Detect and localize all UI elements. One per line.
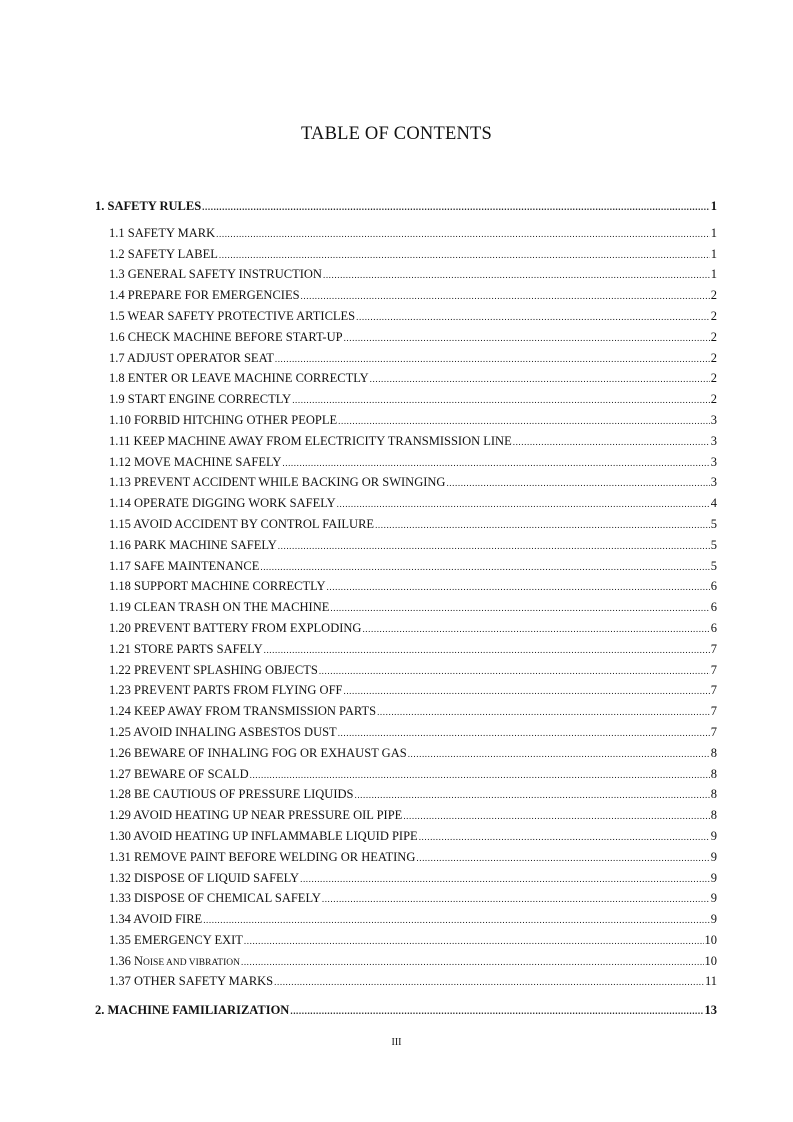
toc-page-number: 6 (710, 600, 717, 615)
toc-entry[interactable] (95, 722, 717, 743)
toc-entry[interactable] (95, 410, 717, 431)
dot-leader (241, 952, 704, 973)
dot-leader (408, 744, 710, 765)
toc-entry[interactable] (95, 930, 717, 951)
toc-entry-label: 1. SAFETY RULES (95, 199, 202, 213)
dot-leader (337, 494, 710, 515)
toc-entry[interactable] (95, 597, 717, 618)
toc-entry-label: 1.21 STORE PARTS SAFELY (109, 641, 263, 656)
toc-page-number: 9 (710, 849, 717, 864)
dot-leader (343, 681, 709, 702)
toc-entry-label: 1.33 DISPOSE OF CHEMICAL SAFELY (109, 891, 321, 906)
toc-entry-label: 1.37 OTHER SAFETY MARKS (109, 974, 274, 989)
toc-entry[interactable] (95, 847, 717, 868)
dot-leader (264, 640, 710, 661)
toc-entry[interactable] (95, 264, 717, 285)
toc-entry-label (109, 951, 240, 974)
toc-entry-label: 1.17 SAFE MAINTENANCE (109, 558, 260, 573)
toc-page-number: 3 (710, 454, 717, 469)
toc-entry[interactable] (95, 618, 717, 639)
toc-entry-label: 1.4 PREPARE FOR EMERGENCIES (109, 288, 300, 303)
toc-entry-label: 1.28 BE CAUTIOUS OF PRESSURE LIQUIDS (109, 787, 354, 802)
toc-entry[interactable] (95, 576, 717, 597)
toc-entry-label: 1.35 EMERGENCY EXIT (109, 932, 243, 947)
toc-entry[interactable] (95, 660, 717, 681)
toc-entry[interactable] (95, 223, 717, 244)
toc-section-safety-rules[interactable] (95, 196, 717, 217)
toc-entry[interactable] (95, 639, 717, 660)
toc-entry[interactable] (95, 826, 717, 847)
toc-page-number: 3 (710, 475, 717, 490)
toc-entry-label: 1.11 KEEP MACHINE AWAY FROM ELECTRICITY TRANSMISSION LINE (109, 433, 512, 448)
dot-leader (446, 473, 709, 494)
dot-leader (274, 972, 704, 993)
toc-entry-prefix: 1.36 N (109, 953, 144, 968)
toc-entry[interactable] (95, 909, 717, 930)
toc-entry-label: 1.29 AVOID HEATING UP NEAR PRESSURE OIL PIPE (109, 808, 403, 823)
toc-section-machine-familiarization[interactable] (95, 1000, 717, 1021)
toc-entry-label: 1.8 ENTER OR LEAVE MACHINE CORRECTLY (109, 371, 369, 386)
dot-leader (203, 910, 710, 931)
toc-entry-label: 1.20 PREVENT BATTERY FROM EXPLODING (109, 620, 362, 635)
toc-page-number: 7 (710, 704, 717, 719)
toc-page-number: 9 (710, 891, 717, 906)
dot-leader (370, 369, 710, 390)
page-title: TABLE OF CONTENTS (300, 124, 493, 144)
toc-entry[interactable] (95, 805, 717, 826)
toc-page-number: 5 (710, 558, 717, 573)
toc-page-number: 9 (710, 912, 717, 927)
toc-entry[interactable] (95, 472, 717, 493)
toc-page-number: 6 (710, 620, 717, 635)
page-footer-number: III (391, 1037, 402, 1048)
toc-entry-label: 1.10 FORBID HITCHING OTHER PEOPLE (109, 412, 338, 427)
toc-page-number: 1 (710, 267, 717, 282)
dot-leader (419, 827, 710, 848)
toc-entry-label: 1.15 AVOID ACCIDENT BY CONTROL FAILURE (109, 516, 375, 531)
toc-entry[interactable] (95, 743, 717, 764)
toc-entry[interactable] (95, 701, 717, 722)
dot-leader (322, 889, 710, 910)
dot-leader (278, 536, 710, 557)
toc-entry[interactable] (95, 389, 717, 410)
toc-entry-label: 1.22 PREVENT SPLASHING OBJECTS (109, 662, 318, 677)
toc-entry[interactable] (95, 327, 717, 348)
dot-leader (327, 577, 710, 598)
toc-page-number: 4 (710, 496, 717, 511)
toc-entry[interactable] (95, 368, 717, 389)
dot-leader (202, 197, 710, 218)
toc-entry[interactable] (95, 431, 717, 452)
dot-leader (219, 245, 710, 266)
dot-leader (301, 286, 710, 307)
toc-page-number: 1 (710, 246, 717, 261)
dot-leader (354, 785, 709, 806)
toc-entry-label: 1.5 WEAR SAFETY PROTECTIVE ARTICLES (109, 308, 356, 323)
toc-entry-label: 1.26 BEWARE OF INHALING FOG OR EXHAUST GAS (109, 745, 407, 760)
toc-page-number: 7 (710, 641, 717, 656)
toc-page-number: 8 (710, 745, 717, 760)
table-of-contents (95, 196, 717, 1021)
toc-entry[interactable] (95, 452, 717, 473)
toc-entry-label: 1.32 DISPOSE OF LIQUID SAFELY (109, 870, 300, 885)
toc-page-number: 2 (710, 350, 717, 365)
toc-entry-label: 1.9 START ENGINE CORRECTLY (109, 392, 292, 407)
toc-entry[interactable] (95, 514, 717, 535)
toc-page-number: 7 (710, 662, 717, 677)
dot-leader (362, 619, 709, 640)
toc-entry-label: 1.18 SUPPORT MACHINE CORRECTLY (109, 579, 326, 594)
toc-page-number: 5 (710, 537, 717, 552)
toc-entry-1-36[interactable] (95, 951, 717, 972)
toc-entry-smallcaps: OISE AND VIBRATION (143, 957, 240, 968)
dot-leader (338, 411, 710, 432)
dot-leader (282, 453, 709, 474)
toc-page-number: 9 (710, 828, 717, 843)
toc-page-number: 2 (710, 308, 717, 323)
toc-page-number: 10 (704, 932, 717, 947)
toc-entry-label: 1.27 BEWARE OF SCALD (109, 766, 249, 781)
toc-entry[interactable] (95, 306, 717, 327)
toc-entry-label: 1.31 REMOVE PAINT BEFORE WELDING OR HEATING (109, 849, 416, 864)
toc-page-number: 8 (710, 808, 717, 823)
toc-entry[interactable] (95, 764, 717, 785)
dot-leader (416, 848, 709, 869)
toc-page-number: 2 (710, 371, 717, 386)
toc-page-number: 10 (704, 953, 717, 968)
toc-entry[interactable] (95, 888, 717, 909)
toc-subsection-list (95, 223, 717, 951)
dot-leader (377, 702, 710, 723)
toc-page-number: 13 (704, 1002, 717, 1017)
toc-entry[interactable] (95, 244, 717, 265)
dot-leader (356, 307, 710, 328)
toc-page-number: 6 (710, 579, 717, 594)
toc-page-number: 9 (710, 870, 717, 885)
dot-leader (323, 265, 710, 286)
dot-leader (513, 432, 710, 453)
toc-entry[interactable] (95, 868, 717, 889)
toc-entry-label: 1.23 PREVENT PARTS FROM FLYING OFF (109, 683, 343, 698)
toc-entry-label: 1.3 GENERAL SAFETY INSTRUCTION (109, 267, 322, 282)
toc-entry-label: 1.13 PREVENT ACCIDENT WHILE BACKING OR SWINGING (109, 475, 446, 490)
toc-entry[interactable] (95, 784, 717, 805)
toc-entry-label: 1.30 AVOID HEATING UP INFLAMMABLE LIQUID PIPE (109, 828, 418, 843)
toc-page-number: 8 (710, 766, 717, 781)
dot-leader (319, 661, 710, 682)
dot-leader (338, 723, 710, 744)
toc-entry-label: 1.24 KEEP AWAY FROM TRANSMISSION PARTS (109, 704, 377, 719)
dot-leader (290, 1001, 703, 1022)
toc-entry[interactable] (95, 348, 717, 369)
toc-page-number: 3 (710, 412, 717, 427)
dot-leader (300, 869, 710, 890)
toc-entry-1-37[interactable] (95, 971, 717, 992)
toc-page-number: 7 (710, 724, 717, 739)
dot-leader (244, 931, 704, 952)
toc-entry-label: 1.16 PARK MACHINE SAFELY (109, 537, 277, 552)
toc-entry[interactable] (95, 535, 717, 556)
dot-leader (292, 390, 710, 411)
toc-entry-label: 1.7 ADJUST OPERATOR SEAT (109, 350, 274, 365)
toc-entry-label: 1.6 CHECK MACHINE BEFORE START-UP (109, 329, 343, 344)
toc-entry-label: 1.1 SAFETY MARK (109, 225, 216, 240)
toc-page-number: 2 (710, 329, 717, 344)
dot-leader (403, 806, 709, 827)
toc-entry[interactable] (95, 556, 717, 577)
toc-entry-label: 1.25 AVOID INHALING ASBESTOS DUST (109, 724, 337, 739)
toc-page-number: 8 (710, 787, 717, 802)
toc-entry[interactable] (95, 285, 717, 306)
toc-entry[interactable] (95, 680, 717, 701)
toc-entry-label: 1.14 OPERATE DIGGING WORK SAFELY (109, 496, 336, 511)
toc-entry[interactable] (95, 493, 717, 514)
dot-leader (344, 328, 710, 349)
toc-page-number: 11 (704, 974, 717, 989)
dot-leader (275, 349, 710, 370)
toc-entry-label: 1.34 AVOID FIRE (109, 912, 203, 927)
dot-leader (216, 224, 710, 245)
toc-page-number: 5 (710, 516, 717, 531)
dot-leader (260, 557, 709, 578)
toc-entry-label: 2. MACHINE FAMILIARIZATION (95, 1002, 290, 1017)
toc-entry-label: 1.2 SAFETY LABEL (109, 246, 218, 261)
toc-page-number: 1 (710, 225, 717, 240)
toc-entry-label: 1.19 CLEAN TRASH ON THE MACHINE (109, 600, 330, 615)
toc-page-number: 2 (710, 392, 717, 407)
dot-leader (330, 598, 709, 619)
toc-entry-label: 1.12 MOVE MACHINE SAFELY (109, 454, 282, 469)
toc-page-number: 3 (710, 433, 717, 448)
dot-leader (250, 765, 710, 786)
toc-page-number: 2 (710, 288, 717, 303)
dot-leader (375, 515, 710, 536)
toc-page-number: 1 (710, 199, 717, 213)
toc-page-number: 7 (710, 683, 717, 698)
